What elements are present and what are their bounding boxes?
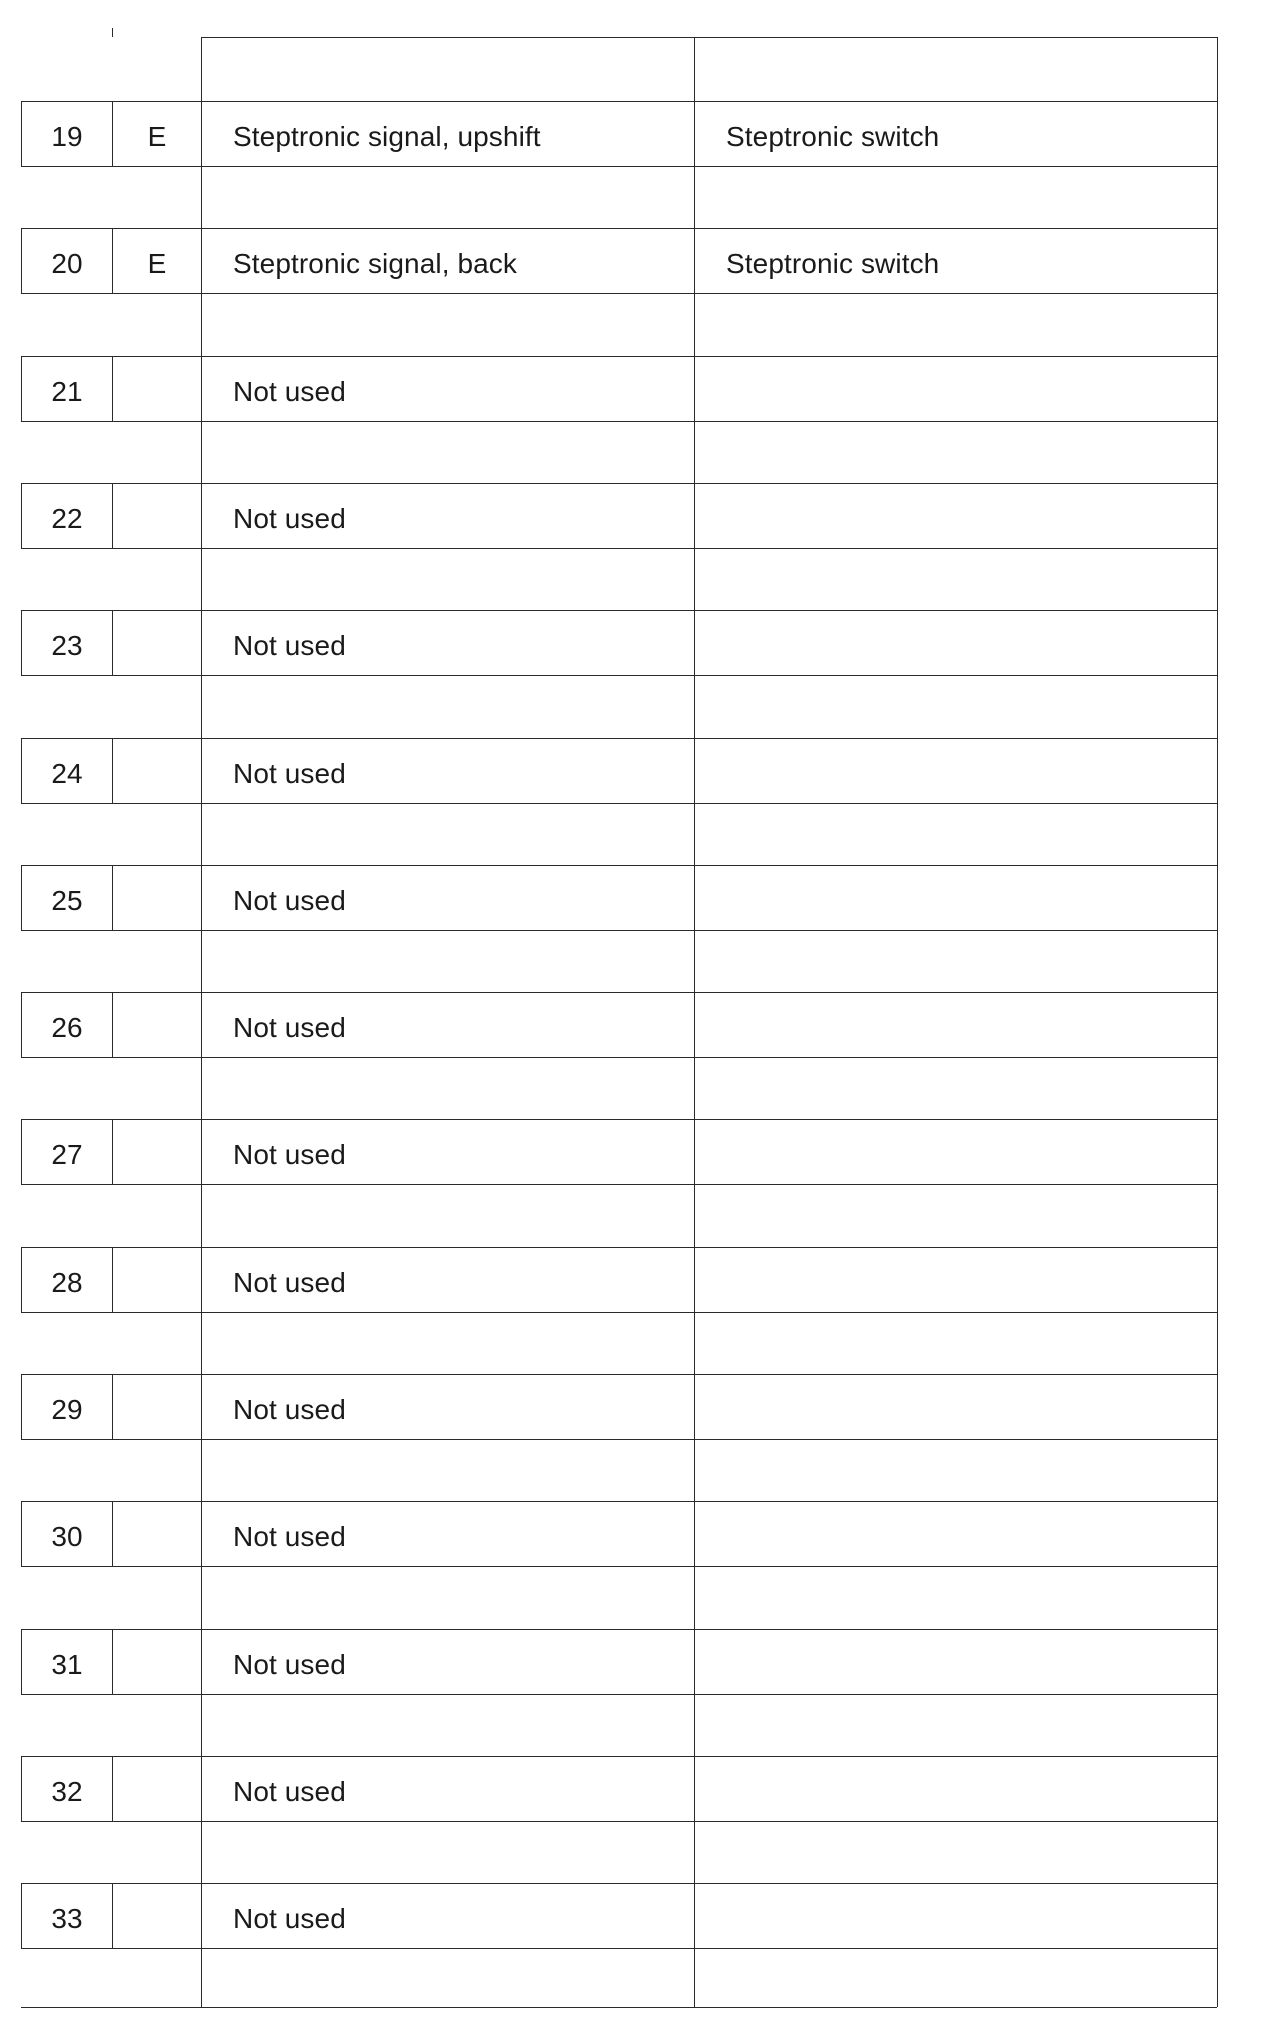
table-row-pin: 28 <box>51 1267 83 1298</box>
table-row-top-rule <box>21 228 1217 229</box>
table-row-pin: 24 <box>51 758 83 789</box>
table-row-bottom-rule <box>21 1312 1217 1313</box>
table-row-bottom-rule <box>21 675 1217 676</box>
table-row-description: Not used <box>233 630 346 661</box>
table-row-pin: 22 <box>51 503 83 534</box>
table-row-description: Not used <box>233 376 346 407</box>
table-row-bottom-rule <box>21 1821 1217 1822</box>
table-row-pin: 27 <box>51 1139 83 1170</box>
top-tick <box>112 28 113 37</box>
table-row-top-rule <box>21 865 1217 866</box>
table-top-rule <box>201 37 1217 38</box>
table-row-bottom-rule <box>21 166 1217 167</box>
table-row-bottom-rule <box>21 1184 1217 1185</box>
table-row-bottom-rule <box>21 293 1217 294</box>
table-row-io: E <box>147 121 167 152</box>
table-bottom-rule <box>21 2007 1217 2008</box>
description-column-left-rule <box>201 37 202 2007</box>
table-row-top-rule <box>21 992 1217 993</box>
table-row-description: Not used <box>233 1649 346 1680</box>
table-row-pin: 32 <box>51 1776 83 1807</box>
table-row-pin: 33 <box>51 1903 83 1934</box>
table-row-pin: 25 <box>51 885 83 916</box>
table-row-top-rule <box>21 1374 1217 1375</box>
table-row-top-rule <box>21 1756 1217 1757</box>
table-row-io: E <box>147 248 167 279</box>
component-column-right-rule <box>1217 37 1218 2007</box>
table-row-pin: 20 <box>51 248 83 279</box>
table-row-description: Not used <box>233 1521 346 1552</box>
table-row-pin: 30 <box>51 1521 83 1552</box>
table-row-pin: 23 <box>51 630 83 661</box>
table-row-top-rule <box>21 1119 1217 1120</box>
table-row-pin: 29 <box>51 1394 83 1425</box>
table-row-bottom-rule <box>21 1694 1217 1695</box>
table-row-pin: 31 <box>51 1649 83 1680</box>
table-row-top-rule <box>21 483 1217 484</box>
table-row-description: Steptronic signal, upshift <box>233 121 541 152</box>
table-row-component: Steptronic switch <box>726 248 940 279</box>
table-row-description: Not used <box>233 503 346 534</box>
table-row-description: Not used <box>233 1267 346 1298</box>
table-row-bottom-rule <box>21 548 1217 549</box>
table-row-bottom-rule <box>21 803 1217 804</box>
table-row-description: Steptronic signal, back <box>233 248 518 279</box>
description-column-right-rule <box>694 37 695 2007</box>
table-row-description: Not used <box>233 1012 346 1043</box>
table-row-top-rule <box>21 101 1217 102</box>
table-row-bottom-rule <box>21 1948 1217 1949</box>
table-row-top-rule <box>21 1883 1217 1884</box>
table-row-description: Not used <box>233 758 346 789</box>
table-row-description: Not used <box>233 885 346 916</box>
table-row-bottom-rule <box>21 1439 1217 1440</box>
table-row-pin: 21 <box>51 376 83 407</box>
table-row-top-rule <box>21 738 1217 739</box>
table-row-top-rule <box>21 1247 1217 1248</box>
table-row-description: Not used <box>233 1776 346 1807</box>
table-row-bottom-rule <box>21 1057 1217 1058</box>
table-row-top-rule <box>21 610 1217 611</box>
table-row-top-rule <box>21 1629 1217 1630</box>
table-row-top-rule <box>21 1501 1217 1502</box>
table-row-bottom-rule <box>21 421 1217 422</box>
table-row-description: Not used <box>233 1903 346 1934</box>
table-row-top-rule <box>21 356 1217 357</box>
table-row-description: Not used <box>233 1394 346 1425</box>
table-row-pin: 26 <box>51 1012 83 1043</box>
table-row-component: Steptronic switch <box>726 121 940 152</box>
table-row-bottom-rule <box>21 930 1217 931</box>
table-row-bottom-rule <box>21 1566 1217 1567</box>
table-row-description: Not used <box>233 1139 346 1170</box>
table-row-pin: 19 <box>51 121 83 152</box>
